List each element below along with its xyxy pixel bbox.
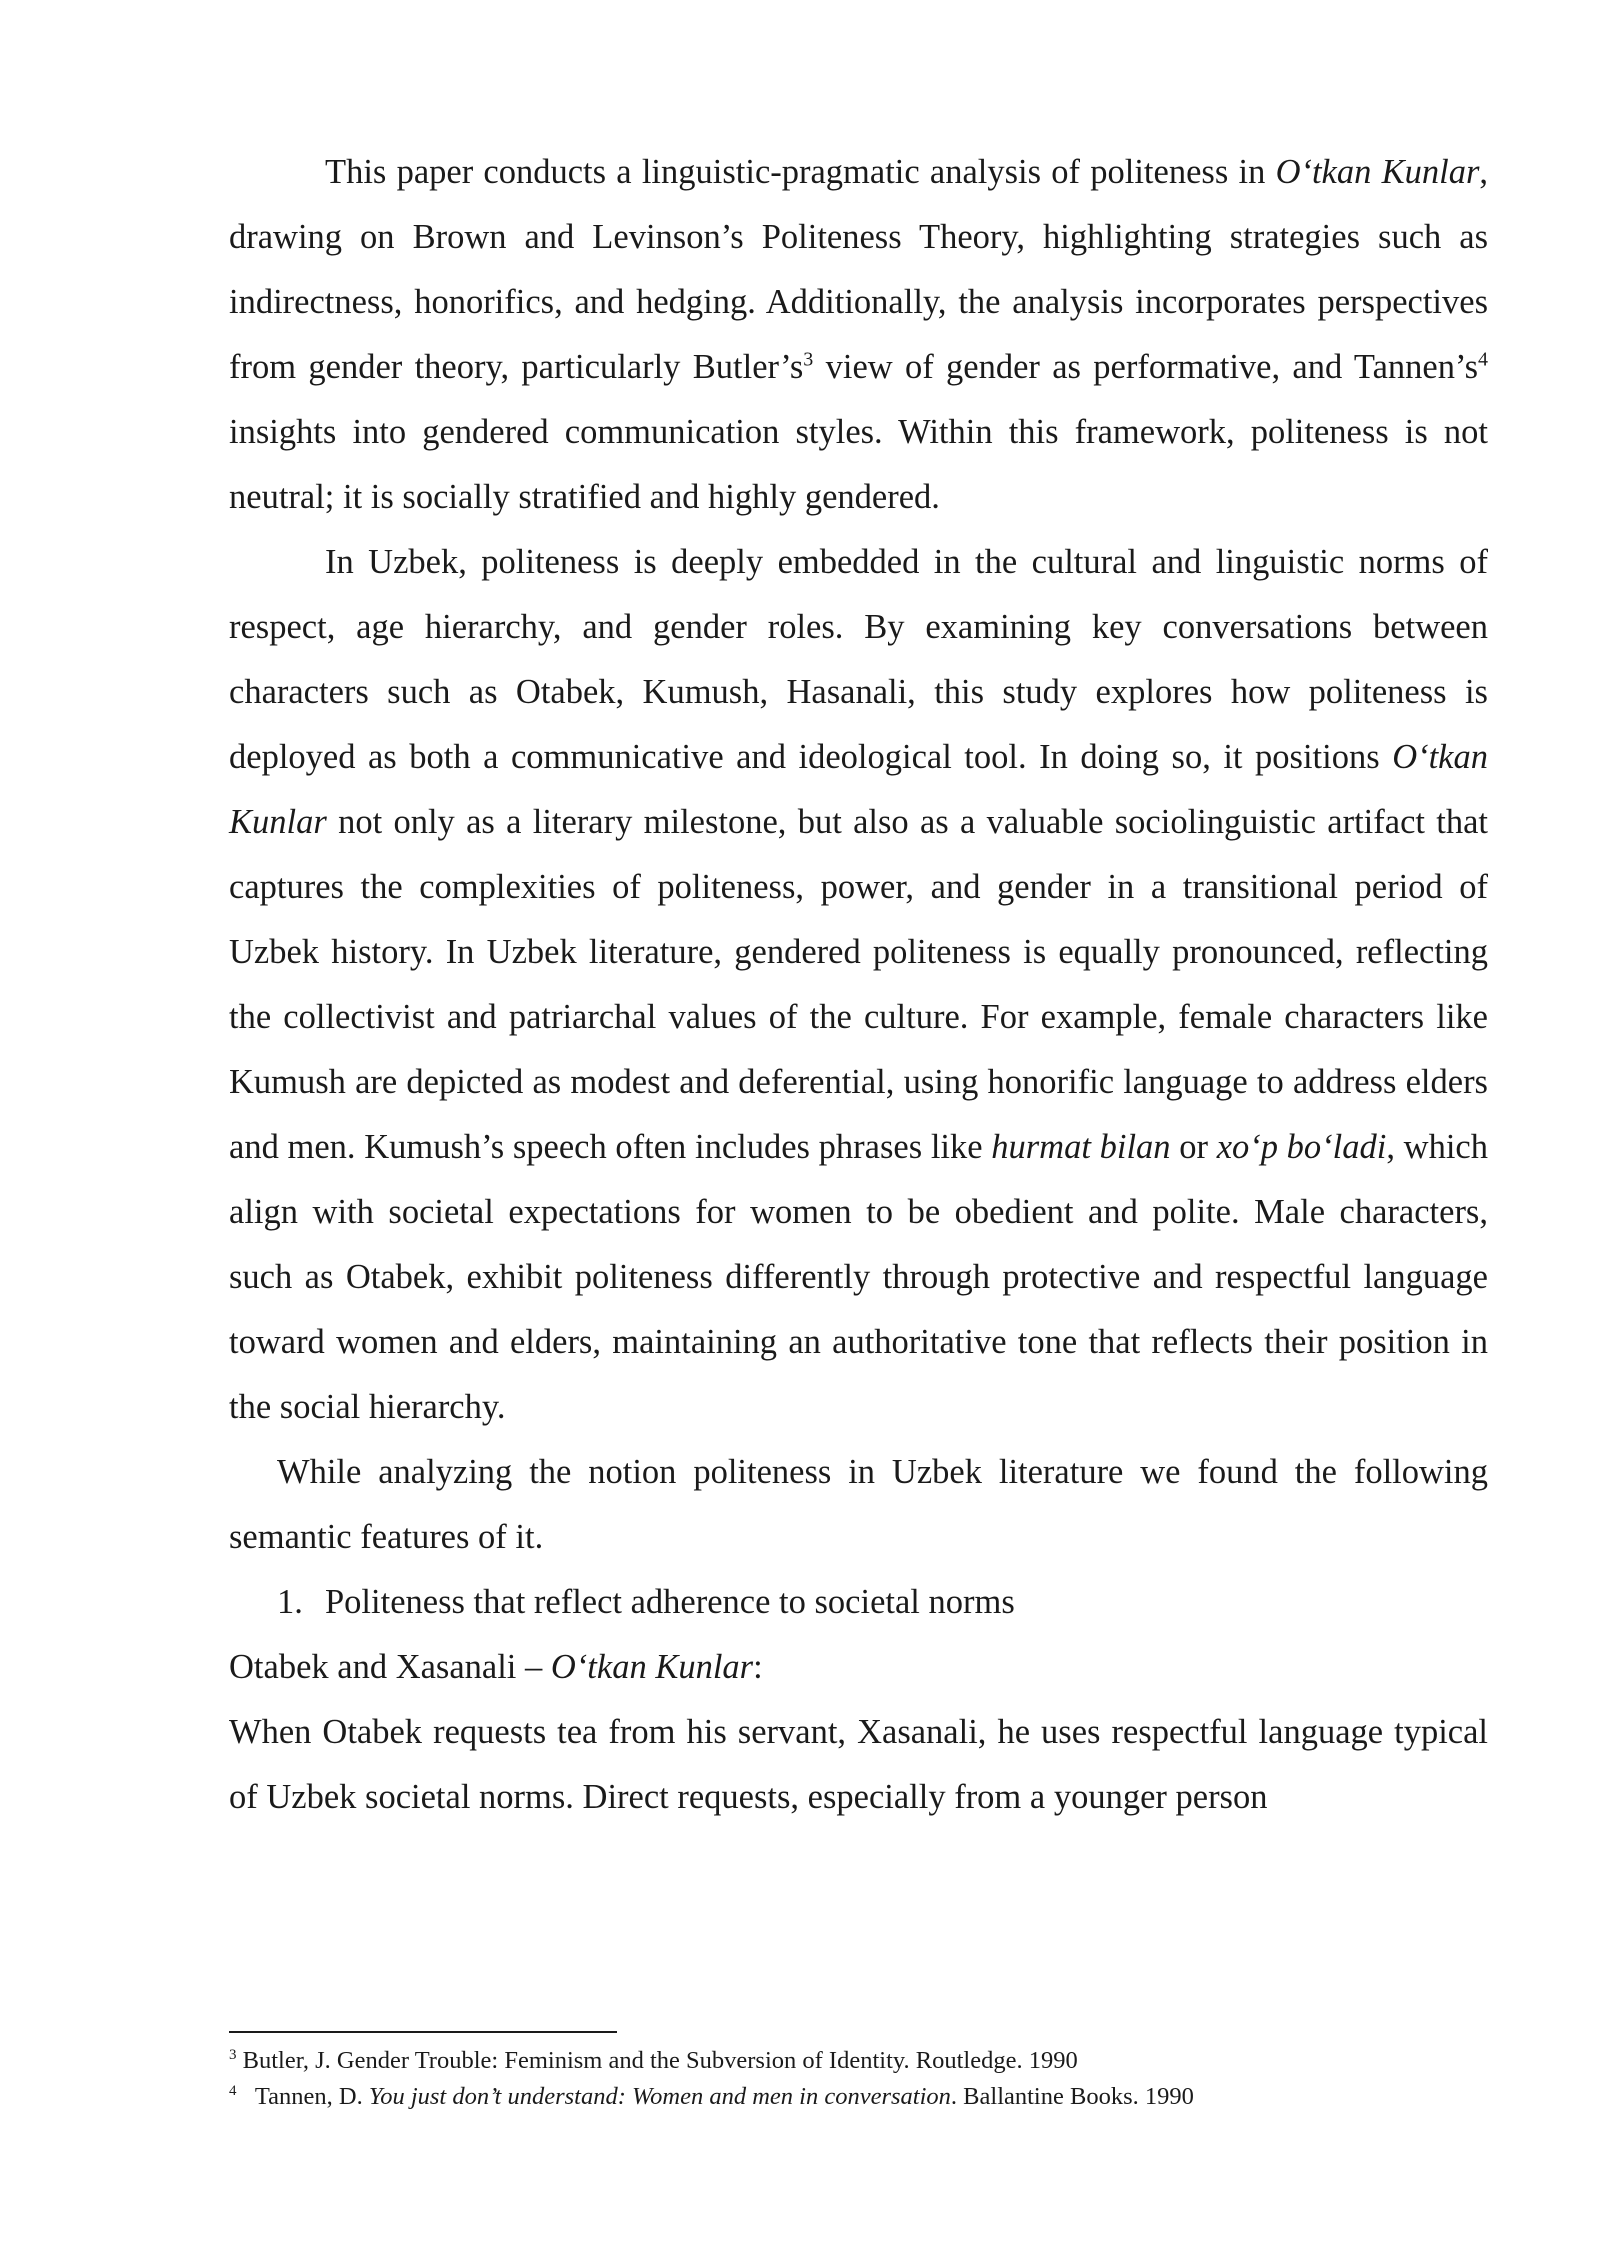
example-heading — [229, 1635, 1488, 1700]
footnotes — [229, 2043, 1488, 2115]
footnote-3 — [229, 2043, 1488, 2079]
paragraph-semantic-features: While analyzing the notion politeness in Uzbek literature we found the following semantic features of it. — [229, 1453, 1488, 1556]
novel-title: O‘tkan Kunlar — [229, 738, 1488, 841]
paragraph-text: This paper conducts a linguistic-pragmatic analysis of politeness in — [325, 153, 1276, 191]
novel-title: O‘tkan Kunlar — [1275, 153, 1480, 191]
paragraph-text: In Uzbek, politeness is deeply embedded in the cultural and linguistic norms of respect, age hierarchy, and gender roles. By examining key conversations between characters such as Otabek, Kumush, Hasanali, this study explores how politeness is deployed as both a communicative and ideological tool. In doing so, it positions — [229, 543, 1488, 776]
novel-title: O‘tkan Kunlar — [550, 1648, 754, 1686]
paragraph-text: , drawing on Brown and Levinson’s Politeness Theory, highlighting strategies such as indirectness, honorifics, and hedging. Additionally, the analysis incorporates perspectives from gender theory, particularly Butler’s — [229, 153, 1488, 386]
footnote-reference[interactable]: 3 — [803, 348, 814, 371]
paragraph-text: or — [1170, 1128, 1217, 1166]
paragraph-text: insights into gendered communication styles. Within this framework, politeness is not neutral; it is socially stratified and highly gendered. — [229, 413, 1488, 516]
footnote-4 — [229, 2079, 1488, 2115]
footnote-marker: 3 — [229, 2046, 237, 2063]
paragraph-otabek-request: When Otabek requests tea from his servant, Xasanali, he uses respectful language typical of Uzbek societal norms. Direct requests, especially from a younger person — [229, 1713, 1488, 1816]
footnote-separator — [229, 2031, 617, 2033]
footnote-marker: 4 — [229, 2082, 237, 2099]
body-text — [229, 140, 1488, 1830]
footnote-reference[interactable]: 4 — [1478, 348, 1488, 371]
list-item-text: Politeness that reflect adherence to societal norms — [325, 1583, 1015, 1621]
footnote-text: Butler, J. Gender Trouble: Feminism and the Subversion of Identity. Routledge. 1990 — [242, 2047, 1078, 2074]
example-heading-text: : — [753, 1648, 763, 1686]
footnote-text: Tannen, D. — [254, 2083, 369, 2110]
footnote-text: . Ballantine Books. 1990 — [950, 2083, 1194, 2110]
footnote-book-title: You just don’t understand: Women and men in conversation — [368, 2083, 951, 2110]
uzbek-phrase: hurmat bilan — [991, 1128, 1171, 1166]
paragraph-text: , which align with societal expectations for women to be obedient and polite. Male characters, such as Otabek, exhibit politeness differently through protective and respectful language toward women and elders, maintaining an authoritative tone that reflects their position in the social hierarchy. — [229, 1128, 1488, 1426]
paragraph-text: not only as a literary milestone, but also as a valuable sociolinguistic artifact that captures the complexities of politeness, power, and gender in a transitional period of Uzbek history. In Uzbek literature, gendered politeness is equally pronounced, reflecting the collectivist and patriarchal values of the culture. For example, female characters like Kumush are depicted as modest and deferential, using honorific language to address elders and men. Kumush’s speech often includes phrases like — [229, 803, 1488, 1166]
paragraph-intro — [229, 140, 1488, 530]
uzbek-phrase: xo‘p bo‘ladi — [1216, 1128, 1387, 1166]
example-heading-text: Otabek and Xasanali – — [229, 1648, 551, 1686]
list-number: 1. — [277, 1583, 303, 1621]
paragraph-text: view of gender as performative, and Tannen’s — [813, 348, 1478, 386]
paragraph-uzbek-politeness — [229, 530, 1488, 1440]
list-item — [229, 1570, 1488, 1635]
